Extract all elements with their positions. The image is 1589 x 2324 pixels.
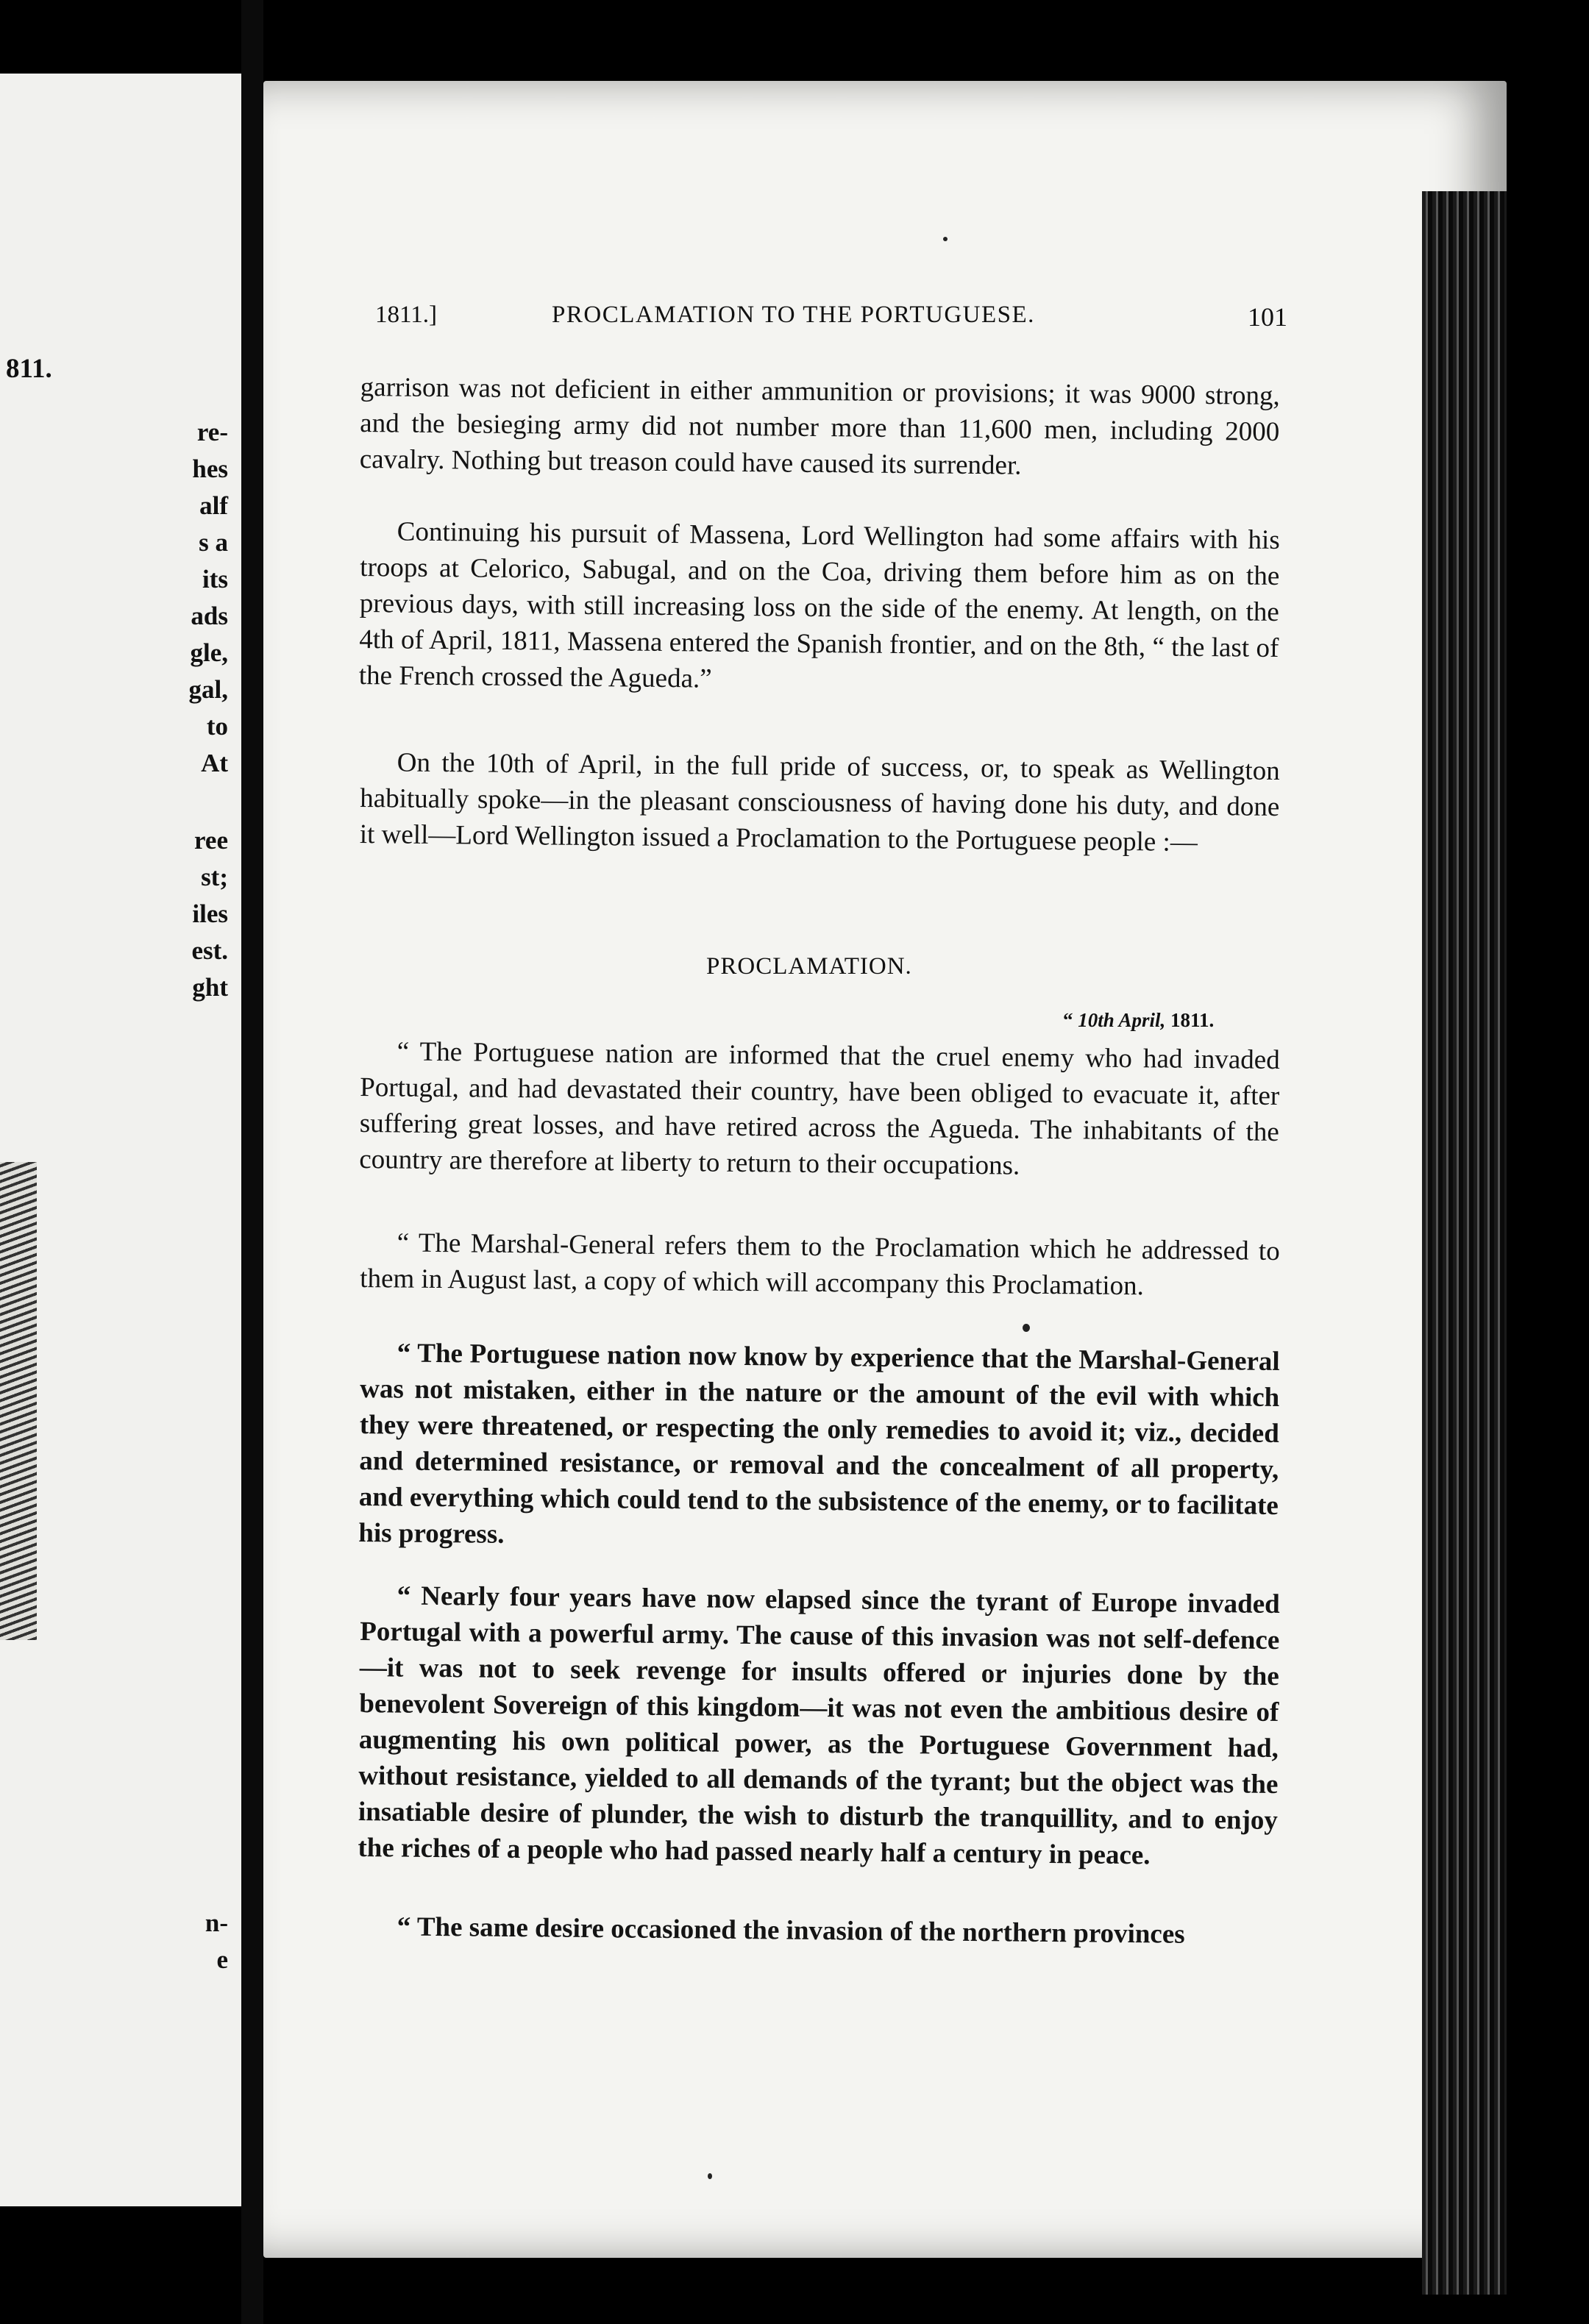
proclamation-paragraph: “ Nearly four years have now elapsed since the tyrant of Europe invaded Portugal with a powerful army. The cause of this invasion was not self-defence—it was not to seek revenge for insults offered or injuries done by the benevolent Sovereign of this kingdom—it was not even the ambitious desire of augmenting his own political power, as the Portuguese Government had, without resistance, yielded to all demands of the tyrant; but the object was the insatiable desire of plunder, the wish to disturb the tranquillity, and to enjoy the riches of a people who had passed nearly half a century in peace. bbox=[358, 1580, 1280, 1871]
proclamation-paragraph: “ The same desire occasioned the invasion of the northern provinces bbox=[397, 1911, 1185, 1950]
page-number: 101 bbox=[1248, 302, 1287, 332]
ink-speck bbox=[943, 237, 948, 241]
facing-page-fragment bbox=[0, 74, 244, 2206]
facing-line-fragment: ree bbox=[194, 826, 228, 855]
facing-line-fragment: re- bbox=[196, 418, 228, 446]
section-heading: PROCLAMATION. bbox=[706, 953, 912, 980]
ink-speck bbox=[708, 2173, 712, 2179]
date-open-quote: “ bbox=[1063, 1009, 1078, 1031]
body-paragraph: garrison was not deficient in either ammunition or provisions; it was 9000 strong, and the besieging army did not number more than 11,600 men, including 2000 cavalry. Nothing but treason could have caused its surrender. bbox=[359, 371, 1280, 481]
facing-line-fragment: to bbox=[206, 712, 228, 741]
facing-line-fragment: ads bbox=[191, 602, 228, 630]
proclamation-paragraph: “ The Portuguese nation now know by experience that the Marshal-General was not mistaken, either in the nature or the amount of the evil with which they were threatened, or respecting the only remedies to avoid it; viz., decided and determined resistance, or removal and the concealment of all property, and everything which could tend to the subsistence of the enemy, or to facilitate his progress. bbox=[358, 1338, 1280, 1550]
date-year: 1811. bbox=[1165, 1009, 1215, 1031]
facing-line-fragment: e bbox=[216, 1945, 228, 1974]
running-head-year: 1811.] bbox=[375, 302, 438, 328]
proclamation-paragraph: “ The Portuguese nation are informed that the cruel enemy who had invaded Portugal, and had devastated their country, have been obliged to evacuate it, after suffering great losses, and have retired across the Agueda. The inhabitants of the country are therefore at liberty to return to their occupations. bbox=[359, 1036, 1280, 1181]
running-head-title: PROCLAMATION TO THE PORTUGUESE. bbox=[552, 302, 1035, 328]
engraving-illustration-fragment bbox=[0, 1162, 37, 1640]
facing-line-fragment: iles bbox=[192, 899, 228, 928]
ink-speck bbox=[1023, 1324, 1030, 1332]
facing-line-fragment: its bbox=[202, 565, 228, 594]
facing-line-fragment: st; bbox=[201, 863, 228, 891]
facing-line-fragment: alf bbox=[199, 491, 228, 520]
facing-line-fragment: gal, bbox=[188, 675, 228, 704]
page-edges bbox=[1422, 191, 1507, 2295]
book-gutter bbox=[241, 0, 263, 2324]
proclamation-date bbox=[1063, 1009, 1214, 1032]
facing-line-fragment: ght bbox=[192, 973, 228, 1002]
body-paragraph: Continuing his pursuit of Massena, Lord Wellington had some affairs with his troops at Celorico, Sabugal, and on the Coa, driving them before him as on the previous days, with still increasing loss on the side of the enemy. At length, on the 4th of April, 1811, Massena entered the Spanish frontier, and on the 8th, “ the last of the French crossed the Agueda.” bbox=[358, 516, 1280, 694]
proclamation-paragraph: “ The Marshal-General refers them to the Proclamation which he addressed to them in August last, a copy of which will accompany this Proclamation. bbox=[360, 1227, 1280, 1302]
facing-line-fragment: hes bbox=[192, 455, 228, 483]
facing-line-fragment: gle, bbox=[190, 638, 228, 667]
facing-line-fragment: est. bbox=[191, 936, 228, 965]
facing-line-fragment: At bbox=[201, 749, 228, 777]
facing-line-fragment: s a bbox=[199, 528, 228, 557]
facing-line-fragment: n- bbox=[205, 1908, 228, 1937]
running-head bbox=[375, 302, 1287, 338]
body-paragraph: On the 10th of April, in the full pride of success, or, to speak as Wellington habitually spoke—in the pleasant consciousness of having done his duty, and done it well—Lord Wellington issued a Proclamation to the Portuguese people :— bbox=[359, 747, 1280, 858]
facing-page-year: 811. bbox=[6, 354, 52, 384]
date-italic: 10th April, bbox=[1078, 1009, 1166, 1031]
